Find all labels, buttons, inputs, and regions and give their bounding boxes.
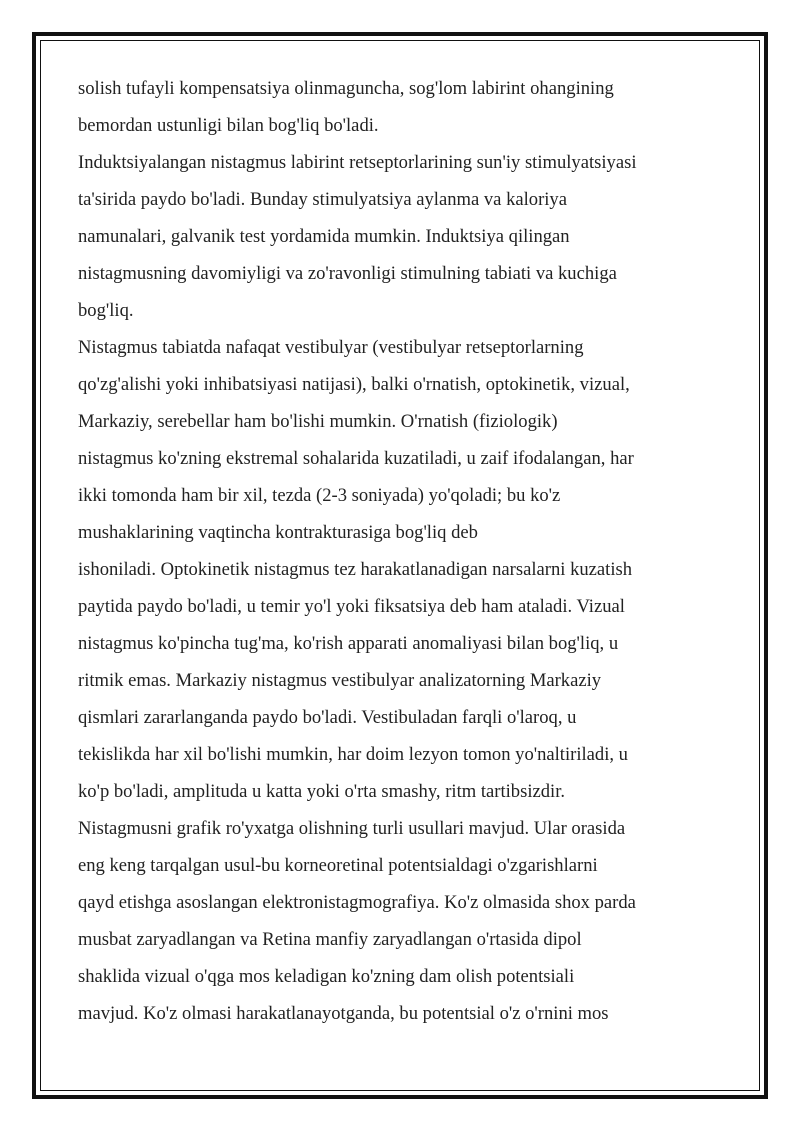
text-line: mavjud. Ko'z olmasi harakatlanayotganda, bu potentsial o'z o'rnini mos: [78, 1003, 609, 1024]
text-line: Nistagmus tabiatda nafaqat vestibulyar (vestibulyar retseptorlarning: [78, 337, 584, 358]
paragraph: [78, 329, 730, 810]
text-line: paytida paydo bo'ladi, u temir yo'l yoki fiksatsiya deb ham ataladi. Vizual: [78, 596, 625, 617]
text-line: Markaziy, serebellar ham bo'lishi mumkin. O'rnatish (fiziologik): [78, 411, 558, 432]
text-line: mushaklarining vaqtincha kontrakturasiga bog'liq deb: [78, 522, 478, 543]
text-line: eng keng tarqalgan usul-bu korneoretinal potentsialdagi o'zgarishlarni: [78, 855, 598, 876]
text-line: nistagmus ko'pincha tug'ma, ko'rish apparati anomaliyasi bilan bog'liq, u: [78, 633, 619, 654]
text-line: qo'zg'alishi yoki inhibatsiyasi natijasi), balki o'rnatish, optokinetik, vizual,: [78, 374, 630, 395]
text-line: bog'liq.: [78, 300, 134, 321]
paragraph: [78, 70, 730, 144]
text-line: bemordan ustunligi bilan bog'liq bo'ladi.: [78, 115, 379, 136]
text-line: Nistagmusni grafik ro'yxatga olishning turli usullari mavjud. Ular orasida: [78, 818, 626, 839]
text-line: Induktsiyalangan nistagmus labirint retseptorlarining sun'iy stimulyatsiyasi: [78, 152, 637, 173]
text-line: nistagmus ko'zning ekstremal sohalarida kuzatiladi, u zaif ifodalangan, har: [78, 448, 634, 469]
text-line: musbat zaryadlangan va Retina manfiy zaryadlangan o'rtasida dipol: [78, 929, 582, 950]
text-line: shaklida vizual o'qga mos keladigan ko'zning dam olish potentsiali: [78, 966, 575, 987]
text-line: solish tufayli kompensatsiya olinmaguncha, sog'lom labirint ohangining: [78, 78, 614, 99]
text-line: ritmik emas. Markaziy nistagmus vestibulyar analizatorning Markaziy: [78, 670, 602, 691]
text-line: qismlari zararlanganda paydo bo'ladi. Vestibuladan farqli o'laroq, u: [78, 707, 577, 728]
text-line: ishoniladi. Optokinetik nistagmus tez harakatlanadigan narsalarni kuzatish: [78, 559, 633, 580]
text-line: nistagmusning davomiyligi va zo'ravonligi stimulning tabiati va kuchiga: [78, 263, 617, 284]
text-line: namunalari, galvanik test yordamida mumkin. Induktsiya qilingan: [78, 226, 570, 247]
document-body: [78, 70, 730, 1032]
paragraph: [78, 144, 730, 329]
text-line: ikki tomonda ham bir xil, tezda (2-3 soniyada) yo'qoladi; bu ko'z: [78, 485, 561, 506]
text-line: ko'p bo'ladi, amplituda u katta yoki o'rta smashy, ritm tartibsizdir.: [78, 781, 566, 802]
text-line: qayd etishga asoslangan elektronistagmografiya. Ko'z olmasida shox parda: [78, 892, 636, 913]
text-line: ta'sirida paydo bo'ladi. Bunday stimulyatsiya aylanma va kaloriya: [78, 189, 567, 210]
text-line: tekislikda har xil bo'lishi mumkin, har doim lezyon tomon yo'naltiriladi, u: [78, 744, 628, 765]
paragraph: [78, 810, 730, 1032]
